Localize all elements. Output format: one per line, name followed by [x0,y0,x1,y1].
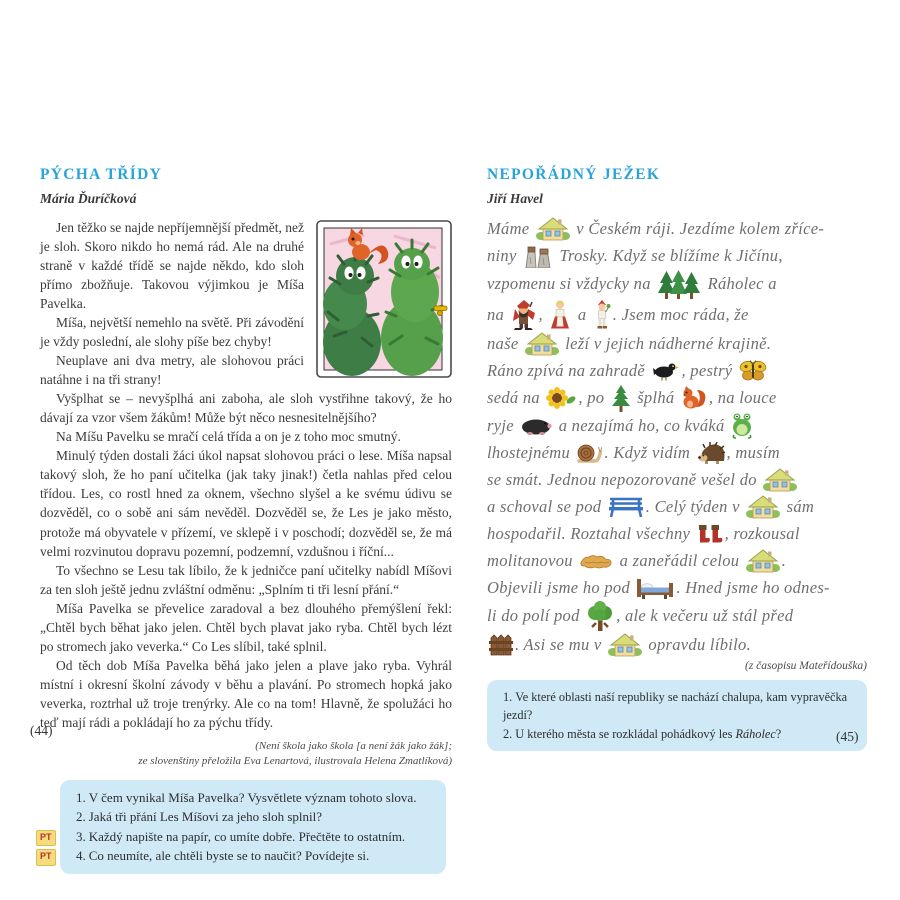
handwriting-text: ryje [487,415,519,435]
handwriting-line [487,357,867,384]
handwriting-text: , po [578,388,609,407]
cottage-icon [536,216,570,241]
handwriting-line [487,242,867,269]
hedgehog-icon [697,442,725,464]
bed-icon [636,577,674,599]
handwriting-text: . Hned jsme ho odnes- [676,577,830,597]
story-paragraph: Jen těžko se najde nepříjemnější předmět, než je sloh. Skoro nikdo ho nemá rád. Ale na druhé straně v každé třídě se najde někdo, kdo sloh přímo zbožňuje. Takovou výjimkou je Míša Pavelka. [40,220,304,312]
cottage-icon [746,494,780,519]
question-text: Co neumíte, ale chtěli byste se to naučit? Povídejte si. [88,848,370,864]
handwriting-text: Objevili jsme ho pod [487,577,635,597]
handwriting-text: a schoval se pod [487,496,606,516]
handwriting-line [487,439,867,466]
handwriting-line [487,601,867,631]
right-page [487,166,867,751]
handwriting-line [487,493,867,520]
handwriting-text: , rozkousal [724,523,800,543]
handwriting-line [487,412,867,439]
handwriting-text: . [781,550,787,570]
question-item [503,688,857,725]
trosky-ruin-icon [523,244,553,268]
credit-line-2: ze slovenštiny přeložila Eva Lenartová, ilustrovala Helena Zmatlíková) [138,755,452,768]
handwriting-line [487,547,867,574]
right-question-box [487,680,867,751]
question-text: Ráholec [735,726,776,741]
handwriting-line [487,299,867,330]
tree-creatures-illustration [316,220,452,378]
boots-icon [697,524,723,544]
handwriting-text: , pestrý [681,360,737,380]
right-credit: (z časopisu Mateřídouška) [744,660,867,672]
pt-badge: PT [36,849,56,866]
handwriting-text: Máme [487,218,534,238]
credit-line-1: (Není škola jako škola [a není žák jako žák]; [255,739,452,752]
sunflower-icon [546,387,576,410]
handwriting-line [487,466,867,493]
cottage-icon [525,331,559,356]
handwriting-text: . Jsem moc ráda, že [612,304,749,324]
right-page-title: NEPOŘÁDNÝ JEŽEK [487,166,661,183]
page-number-45: (45) [836,729,859,744]
question-item [76,807,436,827]
story-paragraph: Minulý týden dostali žáci úkol napsat slohovou práci o lese. Míša napsal takový sloh, že ho paní učitelka (jak taky jinak!) četla nahlas před celou třídou. Les, co rostl hned za oknem, všechno slyšel a ke svému údivu se dozvěděl, co o sobě ani sám nevěděl. Dozvěděl se, že Les je jako město, protože má obyvatele v přízemí, ve sklepě i v poschodí; dozvěděl se, že má velmi rozvinutou dopravu pozemní, podzemní, vzdušnou i říční... [40,448,452,559]
handwriting-line [487,574,867,601]
frog-icon [731,413,753,439]
handwriting-text: naše [487,333,523,353]
story-paragraph: Od těch dob Míša Pavelka běhá jako jelen a plave jako ryba. Vyhrál místní i okresní školní závody v běhu a plavání. Po stromech hopká jako veverka, roztrhal už troje trenýrky. Ale co na tom! Hlavně, že spolužáci ho teď mají rádi a pokládají ho za pýchu třídy. [40,657,452,730]
handwriting-text: opravdu líbilo. [643,634,751,654]
story-paragraph: Vyšplhat se – nevyšplhá ani zaboha, ale sloh vystřihne takový, že ho dávají za vzor všem žákům! Může být něco nesnesitelnějšího? [40,391,452,426]
handwriting-text: , musím [726,442,780,462]
handwriting-text: molitanovou [487,550,578,570]
story-paragraph: To všechno se Lesu tak líbilo, že k jedničce paní učitelky nabídl Míšovi za ten sloh ještě jednu zvláštní odměnu: „Splním ti tři lesní přání.“ [40,562,452,597]
question-text: Každý napište na papír, co umíte dobře. Přečtěte to ostatním. [88,828,406,844]
forest-icon [657,269,701,299]
handwriting-line [487,215,867,242]
cottage-icon [746,548,780,573]
question-number: 2. [76,809,86,825]
story-paragraph: Neuplave ani dva metry, ale slohovou práci natáhne i na tři strany! [40,353,304,388]
left-credit [40,739,452,770]
left-page-author: Mária Ďuríčková [40,191,137,206]
sponge-icon [579,553,613,569]
handwriting-text: leží v jejich nádherné krajině. [560,333,772,353]
question-number: 1. [503,690,513,704]
question-item [76,788,436,808]
question-text: ? [775,726,782,741]
right-page-author: Jiří Havel [487,191,543,206]
snail-icon [576,443,602,463]
handwriting-text: . Celý týden v [645,496,745,516]
bench-icon [608,496,644,518]
handwriting-text: sám [782,496,815,516]
handwriting-line [487,384,867,412]
handwritten-story [487,215,867,658]
handwriting-line [487,330,867,357]
butterfly-icon [739,360,767,382]
story-paragraph: Na Míšu Pavelku se mračí celá třída a on je z toho moc smutný. [56,429,401,445]
left-page [40,166,452,874]
handwriting-text: v Českém ráji. Jezdíme kolem zříce- [571,218,825,238]
question-number: 3. [76,828,86,844]
blackbird-icon [651,361,679,381]
cipisek-icon [593,300,611,329]
handwriting-line [487,269,867,299]
spruce-icon [611,384,631,412]
left-question-box [40,780,446,874]
handwriting-text: sedá na [487,388,545,407]
story-paragraph: Míša, největší nemehlo na světě. Při závodění je vždy poslední, ale slohy píše bez chyby! [40,315,304,350]
handwriting-text: a [573,304,591,324]
handwriting-text: . Asi se mu v [515,634,606,654]
handwriting-text: a zaneřádil celou [615,550,744,570]
handwriting-text: , [538,304,548,324]
page-number-44: (44) [30,723,53,738]
manka-icon [549,300,571,329]
question-number: 1. [76,789,86,805]
cottage-icon [763,467,797,492]
handwriting-text: li do polí pod [487,606,585,625]
left-story-body [40,218,452,732]
handwriting-text: a nezajímá ho, co kváká [554,415,730,435]
question-number: 4. [76,848,86,864]
story-illustration [316,220,452,383]
handwriting-text: Ráno zpívá na zahradě [487,360,650,380]
left-page-title: PÝCHA TŘÍDY [40,166,163,183]
mole-icon [520,417,552,435]
rumcajs-icon [511,299,537,330]
question-text: Ve které oblasti naší republiky se nachází chalupa, kam vypravěčka jezdí? [503,690,848,723]
handwriting-text: šplhá [632,388,679,407]
question-text: Jaká tři přání Les Míšovi za jeho sloh splnil? [88,809,322,825]
handwriting-text: niny [487,245,522,265]
handwriting-text: se smát. Jednou nepozorovaně vešel do [487,469,762,489]
handwriting-text: na [487,304,509,324]
question-text: U kterého města se rozkládal pohádkový les [515,726,736,741]
question-text: V čem vynikal Míša Pavelka? Vysvětlete význam tohoto slova. [88,789,417,805]
handwriting-text: Trosky. Když se blížíme k Jičínu, [555,245,783,265]
squirrel-icon [681,386,707,410]
tree-icon [586,601,614,631]
pt-badge: PT [36,830,56,847]
question-number: 2. [503,726,513,741]
handwriting-text: vzpomenu si vždycky na [487,274,656,293]
story-paragraph: Míša Pavelka se převelice zaradoval a bez dlouhého přemýšlení řekl: „Chtěl bych běhat jako jelen. Chtěl bych plavat jako ryba. Chtěl bych lézt po stromech jako veverka.“ Co Les slíbil, také splnil. [40,600,452,654]
handwriting-text: , na louce [708,388,777,407]
cottage-icon [608,632,642,657]
question-item [40,846,436,866]
handwriting-line [487,520,867,547]
question-item [503,725,857,743]
fence-icon [489,634,513,656]
question-item [40,827,436,847]
handwriting-line [487,631,867,658]
handwriting-text: lhostejnému [487,442,575,462]
handwriting-text: hospodařil. Roztahal všechny [487,523,695,543]
handwriting-text: , ale k večeru už stál před [616,606,794,625]
handwriting-text: . Když vidím [604,442,695,462]
handwriting-text: Ráholec a [703,274,777,293]
